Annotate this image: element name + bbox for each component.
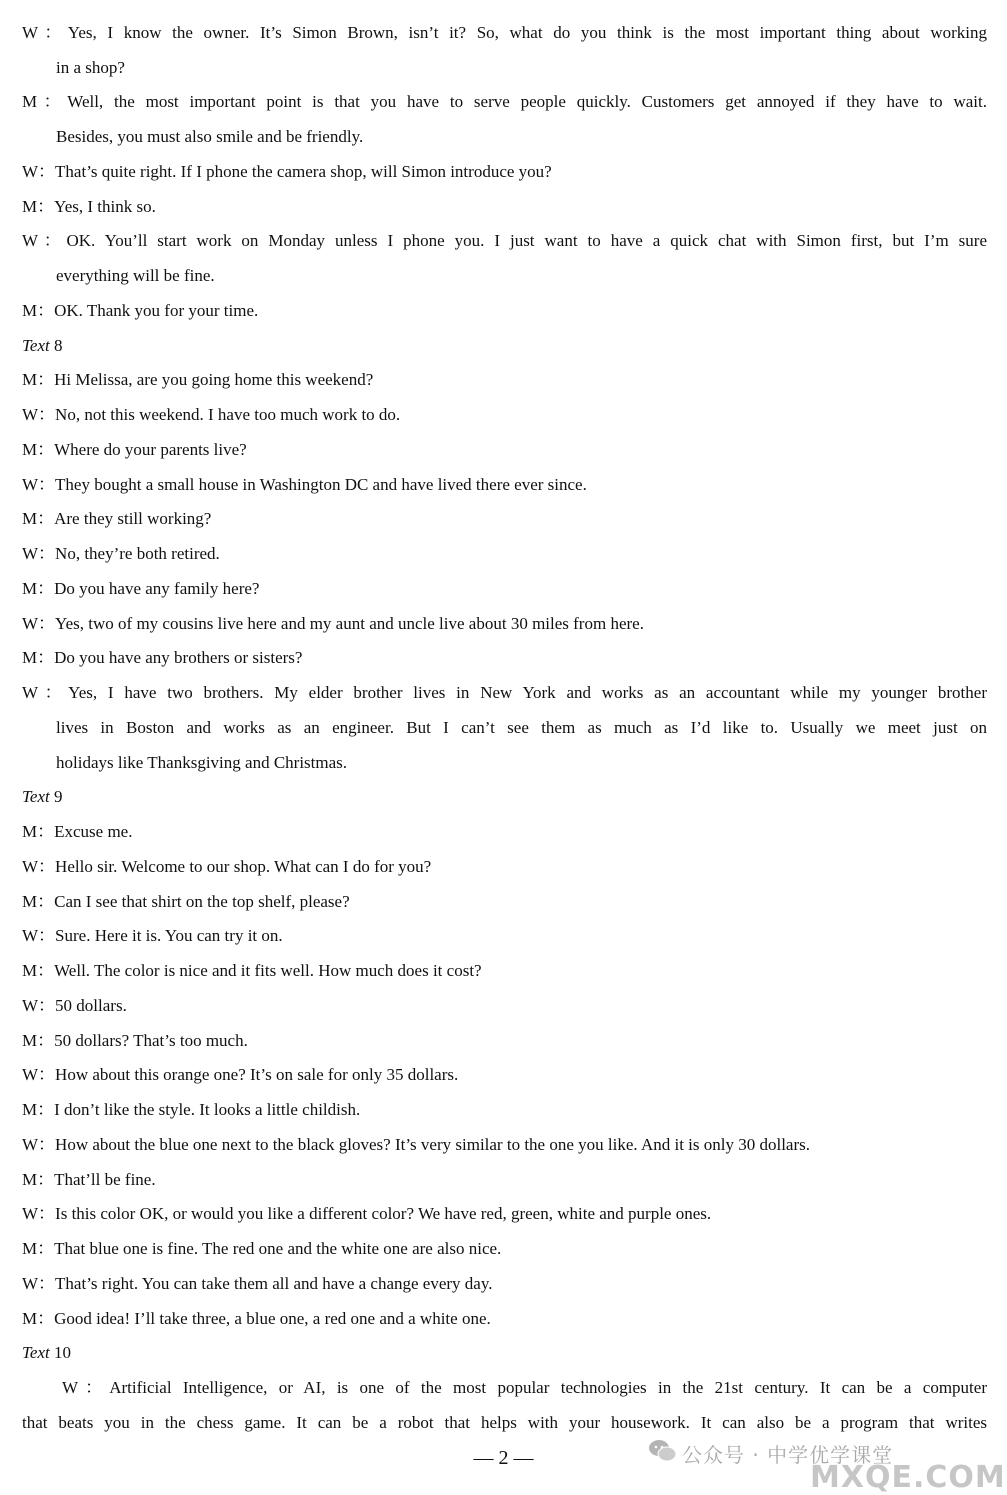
dialogue-line-continued: lives in Boston and works as an engineer. But I can’t see them as much as I’d like to. Usually we meet just on <box>56 718 987 737</box>
dialogue-line: W：Sure. Here it is. You can try it on. <box>22 926 283 945</box>
dialogue-line: W：Hello sir. Welcome to our shop. What can I do for you? <box>22 857 432 876</box>
dialogue-line: W：That’s right. You can take them all and have a change every day. <box>22 1274 493 1293</box>
watermark <box>648 1432 1006 1495</box>
text-10-heading <box>22 1342 987 1364</box>
dialogue-line-continued: Besides, you must also smile and be friendly. <box>56 127 364 146</box>
monologue-line: that beats you in the chess game. It can be a robot that helps with your housework. It can also be a program that writes <box>22 1413 987 1432</box>
dialogue-line-continued: everything will be fine. <box>56 266 215 285</box>
text-number: 9 <box>53 787 63 806</box>
text-9-heading <box>22 786 987 808</box>
monologue-line: W：Artificial Intelligence, or AI, is one of the most popular technologies in the 21st century. It can be a computer <box>62 1378 987 1397</box>
dialogue-line: M：Where do your parents live? <box>22 440 247 459</box>
dialogue-line: M：Do you have any family here? <box>22 579 260 598</box>
dialogue-line: M：Good idea! I’ll take three, a blue one, a red one and a white one. <box>22 1309 491 1328</box>
dialogue-line: W：Is this color OK, or would you like a different color? We have red, green, white and purple ones. <box>22 1204 712 1223</box>
dialogue-line: W：No, they’re both retired. <box>22 544 220 563</box>
dialogue-line: M：Hi Melissa, are you going home this weekend? <box>22 370 374 389</box>
text-number: 10 <box>53 1343 71 1362</box>
dialogue-line: W：Yes, I know the owner. It’s Simon Brown, isn’t it? So, what do you think is the most important thing about working <box>22 23 987 42</box>
text-label: Text <box>22 1343 50 1362</box>
dialogue-line: M：OK. Thank you for your time. <box>22 301 259 320</box>
dialogue-line: M：Excuse me. <box>22 822 133 841</box>
dialogue-line: M：That blue one is fine. The red one and the white one are also nice. <box>22 1239 502 1258</box>
wechat-icon <box>648 1438 678 1464</box>
dialogue-line: M：Do you have any brothers or sisters? <box>22 648 303 667</box>
dialogue-line: W：They bought a small house in Washington DC and have lived there ever since. <box>22 475 587 494</box>
dialogue-line: W：That’s quite right. If I phone the camera shop, will Simon introduce you? <box>22 162 552 181</box>
dialogue-line-continued: holidays like Thanksgiving and Christmas. <box>56 753 348 772</box>
dialogue-line: M：Yes, I think so. <box>22 197 156 216</box>
dialogue-line: M：Well, the most important point is that you have to serve people quickly. Customers get annoyed if they have to wait. <box>22 92 987 111</box>
dialogue-line: M：Can I see that shirt on the top shelf, please? <box>22 892 350 911</box>
dialogue-line: M：Are they still working? <box>22 509 212 528</box>
dialogue-line: W：How about this orange one? It’s on sale for only 35 dollars. <box>22 1065 459 1084</box>
watermark-url: MXQE.COM <box>810 1460 1006 1495</box>
dialogue-line: M：Well. The color is nice and it fits well. How much does it cost? <box>22 961 482 980</box>
watermark-text: 公众号 · 中学优学课堂 <box>682 1443 894 1467</box>
dialogue-line: M：50 dollars? That’s too much. <box>22 1031 248 1050</box>
dialogue-line: W：Yes, two of my cousins live here and my aunt and uncle live about 30 miles from here. <box>22 614 644 633</box>
dialogue-line-continued: in a shop? <box>56 58 125 77</box>
text-number: 8 <box>53 336 63 355</box>
page-number: — 2 — <box>473 1447 534 1469</box>
text-label: Text <box>22 336 50 355</box>
text-label: Text <box>22 787 50 806</box>
dialogue-line: W：Yes, I have two brothers. My elder brother lives in New York and works as an accountant while my younger brother <box>22 683 987 702</box>
text-8-heading <box>22 335 987 357</box>
dialogue-line: W：No, not this weekend. I have too much work to do. <box>22 405 401 424</box>
dialogue-line: W：How about the blue one next to the black gloves? It’s very similar to the one you like. And it is only 30 dollars. <box>22 1135 810 1154</box>
dialogue-line: W：50 dollars. <box>22 996 127 1015</box>
dialogue-line: M：That’ll be fine. <box>22 1170 156 1189</box>
dialogue-line: W：OK. You’ll start work on Monday unless I phone you. I just want to have a quick chat with Simon first, but I’m sure <box>22 231 987 250</box>
dialogue-line: M：I don’t like the style. It looks a little childish. <box>22 1100 361 1119</box>
